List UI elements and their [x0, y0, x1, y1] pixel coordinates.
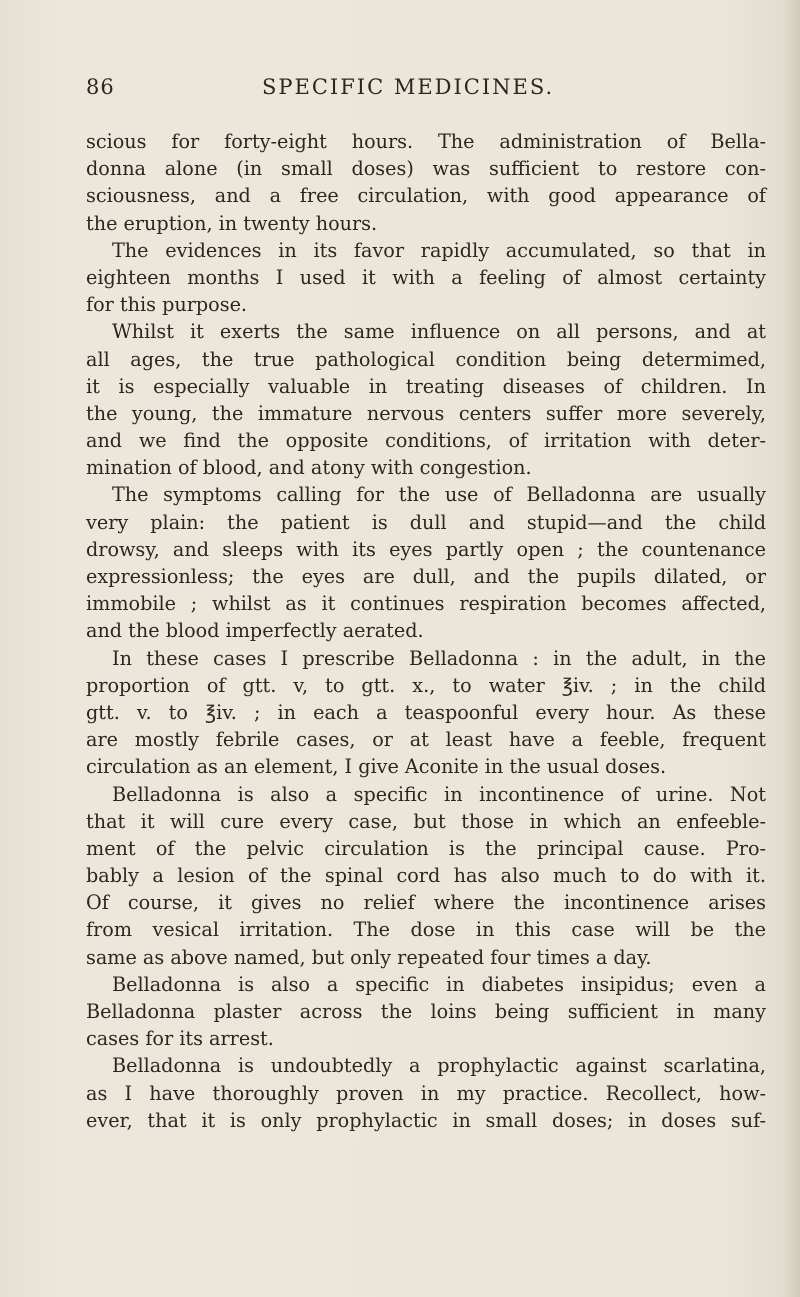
text-line: donna alone (in small doses) was sufficient to restore con- [86, 157, 766, 181]
text-line: proportion of gtt. v, to gtt. x., to water ℥iv. ; in the child [86, 673, 766, 697]
text-line: from vesical irritation. The dose in this case will be the [86, 918, 766, 942]
text-line: ment of the pelvic circulation is the principal cause. Pro- [86, 836, 766, 860]
text-line: it is especially valuable in treating diseases of children. In [86, 374, 766, 398]
text-line: same as above named, but only repeated four times a day. [86, 945, 652, 969]
text-line: circulation as an element, I give Aconite in the usual doses. [86, 755, 667, 779]
text-line: and we find the opposite conditions, of irritation with deter- [86, 429, 766, 453]
text-line: drowsy, and sleeps with its eyes partly open ; the countenance [86, 537, 766, 561]
text-line: ever, that it is only prophylactic in small doses; in doses suf- [86, 1108, 766, 1132]
text-line: Whilst it exerts the same influence on all persons, and at [112, 320, 766, 344]
text-line: expressionless; the eyes are dull, and the pupils dilated, or [86, 565, 766, 588]
text-line: The evidences in its favor rapidly accumulated, so that in [112, 238, 766, 262]
text-line: The symptoms calling for the use of Belladonna are usually [112, 483, 766, 507]
body-text [86, 128, 766, 1134]
text-line: bably a lesion of the spinal cord has also much to do with it. [86, 864, 766, 888]
text-line: sciousness, and a free circulation, with good appearance of [86, 184, 766, 208]
text-line: Belladonna is undoubtedly a prophylactic against scarlatina, [112, 1054, 766, 1078]
text-line: cases for its arrest. [86, 1027, 274, 1051]
text-line: are mostly febrile cases, or at least have a feeble, frequent [86, 728, 766, 752]
text-line: for this purpose. [86, 293, 248, 317]
text-line: the young, the immature nervous centers suffer more severely, [86, 401, 766, 425]
page-edge-shadow [782, 0, 800, 1297]
text-line: scious for forty-eight hours. The administration of Bella- [86, 130, 766, 153]
text-line: eighteen months I used it with a feeling of almost certainty [86, 265, 766, 289]
text-line: that it will cure every case, but those in which an enfeeble- [86, 809, 766, 833]
text-line: as I have thoroughly proven in my practice. Recollect, how- [86, 1081, 766, 1105]
text-line: gtt. v. to ℥iv. ; in each a teaspoonful every hour. As these [86, 700, 766, 724]
text-line: Belladonna is also a specific in incontinence of urine. Not [112, 782, 766, 806]
text-line: Belladonna plaster across the loins being sufficient in many [86, 1000, 766, 1023]
text-line: In these cases I prescribe Belladonna : in the adult, in the [112, 646, 766, 670]
text-line: Of course, it gives no relief where the incontinence arises [86, 891, 766, 915]
page-number: 86 [86, 75, 115, 99]
text-line: mination of blood, and atony with congestion. [86, 456, 532, 480]
text-line: Belladonna is also a specific in diabetes insipidus; even a [112, 972, 766, 996]
text-line: all ages, the true pathological condition being determimed, [86, 347, 766, 371]
text-line: and the blood imperfectly aerated. [86, 619, 424, 643]
text-line: the eruption, in twenty hours. [86, 211, 378, 235]
text-line: immobile ; whilst as it continues respiration becomes affected, [86, 592, 766, 616]
text-line: very plain: the patient is dull and stupid—and the child [86, 510, 766, 534]
running-head: SPECIFIC MEDICINES. [262, 75, 555, 99]
page-header [86, 75, 766, 105]
